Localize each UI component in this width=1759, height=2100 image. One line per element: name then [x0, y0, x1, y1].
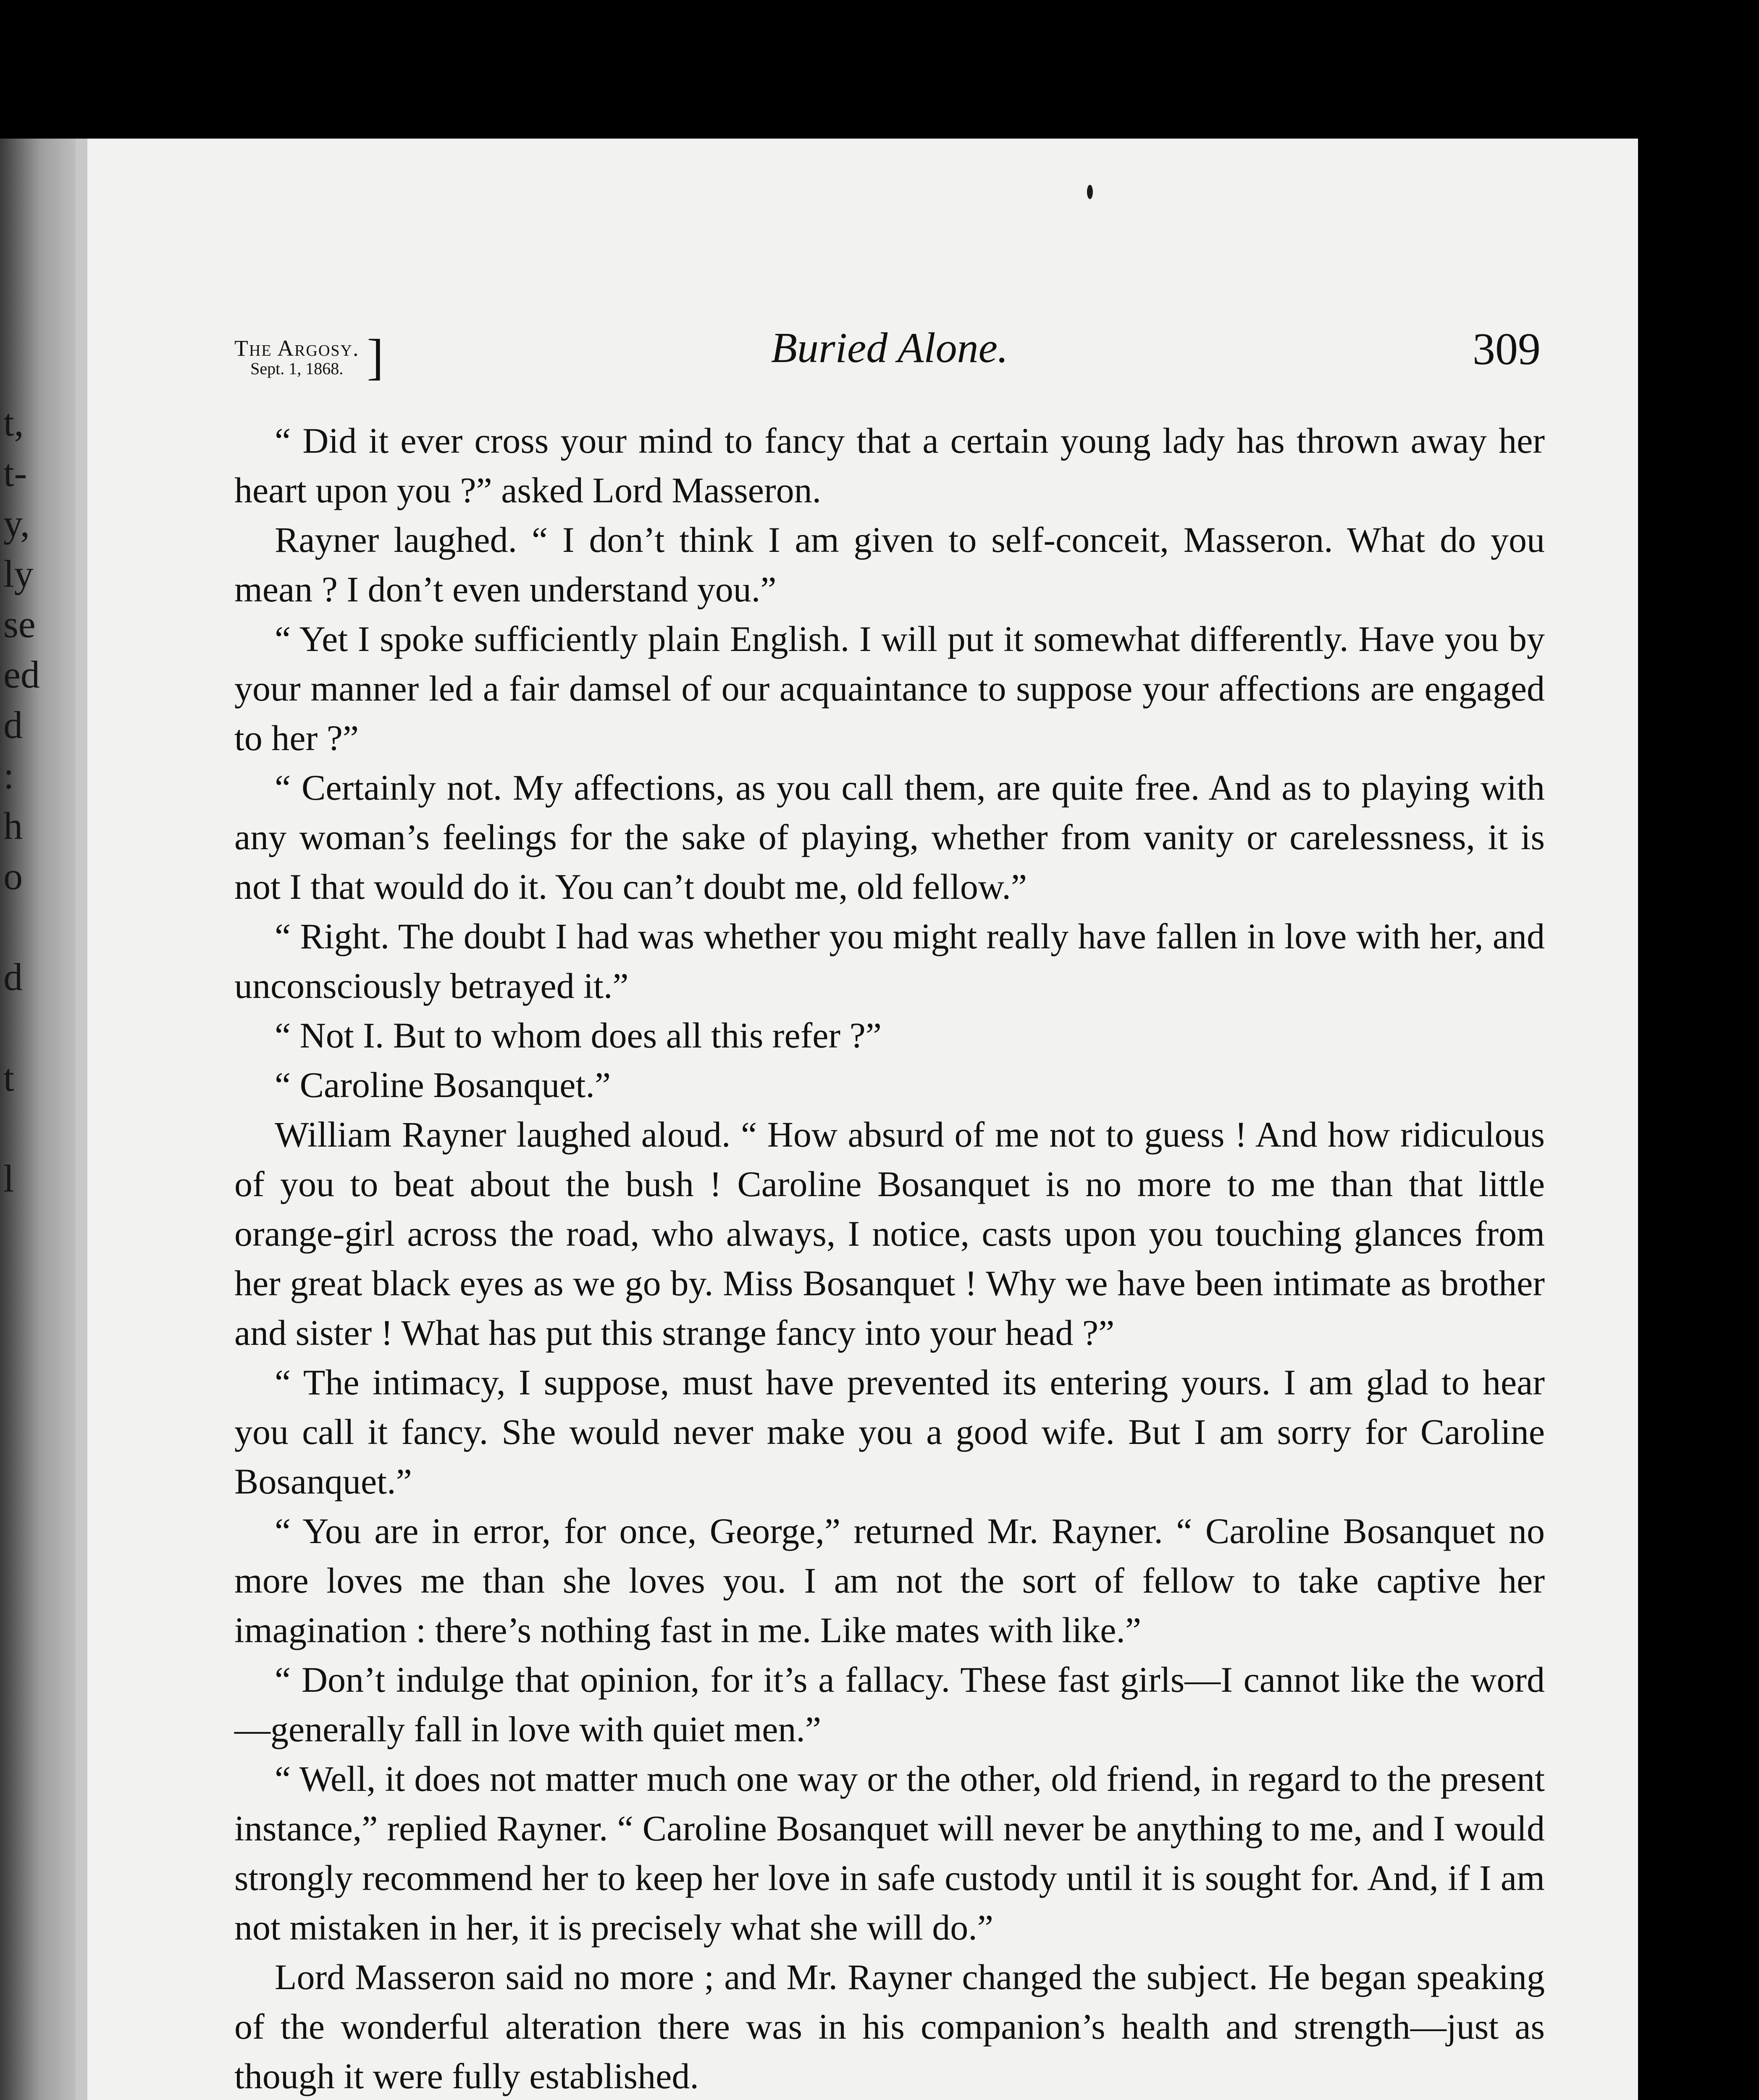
paragraph: “ You are in error, for once, George,” returned Mr. Rayner. “ Caroline Bosanquet no more loves me than she loves you. I am not the sort of fellow to take captive her imagination : there’s nothing fast in me. Like mates with like.” — [234, 1511, 1545, 1650]
paragraph: “ Right. The doubt I had was whether you might really have fallen in love with her, and unconsciously betrayed it.” — [234, 916, 1545, 1006]
left-fragment: t- — [3, 452, 27, 494]
left-fragment: ed — [3, 653, 40, 696]
left-fragment: l — [3, 1157, 14, 1200]
left-fragment: o — [3, 855, 23, 898]
citation-bracket: ] — [367, 329, 384, 385]
running-title: Buried Alone. — [771, 324, 1008, 372]
running-head — [234, 323, 1545, 416]
paragraph: Rayner laughed. “ I don’t think I am given to self-conceit, Masseron. What do you mean ? I don’t even understand you.” — [234, 520, 1545, 609]
body-text — [234, 416, 1545, 2100]
left-fragment: se — [3, 603, 36, 646]
paragraph: “ The intimacy, I suppose, must have prevented its entering yours. I am glad to hear you call it fancy. She would never make you a good wife. But I am sorry for Caroline Bosanquet.” — [234, 1362, 1545, 1502]
paragraph: “ Well, it does not matter much one way or the other, old friend, in regard to the present instance,” replied Rayner. “ Caroline Bosanquet will never be anything to me, and I would strongly recommend her to keep her love in safe custody until it is sought for. And, if I am not mistaken in her, it is precisely what she will do.” — [234, 1759, 1545, 1948]
journal-date: Sept. 1, 1868. — [250, 359, 344, 378]
left-fragment: ly — [3, 552, 34, 595]
left-fragment: y, — [3, 502, 30, 545]
paragraph: “ Did it ever cross your mind to fancy that a certain young lady has thrown away her heart upon you ?” asked Lord Masseron. — [234, 420, 1545, 510]
left-fragment: t — [3, 1056, 14, 1099]
journal-name: The Argosy. — [234, 335, 360, 361]
paragraph: Lord Masseron said no more ; and Mr. Rayner changed the subject. He began speaking of the wonderful alteration there was in his companion’s health and strength—just as though it were fully established. — [234, 1957, 1545, 2096]
paragraph: William Rayner laughed aloud. “ How absurd of me not to guess ! And how ridiculous of you to beat about the bush ! Caroline Bosanquet is no more to me than that little orange-girl across the road, who always, I notice, casts upon you touching glances from her great black eyes as we go by. Miss Bosanquet ! Why we have been intimate as brother and sister ! What has put this strange fancy into your head ?” — [234, 1114, 1545, 1353]
left-fragment: h — [3, 804, 23, 847]
paragraph: “ Don’t indulge that opinion, for it’s a fallacy. These fast girls—I cannot like the word—generally fall in love with quiet men.” — [234, 1659, 1545, 1749]
book-page — [76, 139, 1638, 2100]
paragraph: “ Certainly not. My affections, as you call them, are quite free. And as to playing with any woman’s feelings for the sake of playing, whether from vanity or carelessness, it is not I that would do it. You can’t doubt me, old fellow.” — [234, 767, 1545, 907]
left-fragment: t, — [3, 401, 24, 444]
page-content — [234, 323, 1545, 2100]
left-fragment: d — [3, 956, 23, 998]
paragraph: “ Yet I spoke sufficiently plain English. I will put it somewhat differently. Have you by your manner led a fair damsel of our acquaintance to suppose your affections are engaged to her ?” — [234, 619, 1545, 758]
page-number: 309 — [1473, 324, 1541, 374]
paper-speck — [1087, 185, 1093, 199]
left-fragment: d — [3, 704, 23, 746]
paragraph: “ Not I. But to whom does all this refer ?” — [275, 1015, 882, 1055]
paragraph: “ Caroline Bosanquet.” — [275, 1065, 611, 1105]
left-fragment: : — [3, 754, 14, 797]
